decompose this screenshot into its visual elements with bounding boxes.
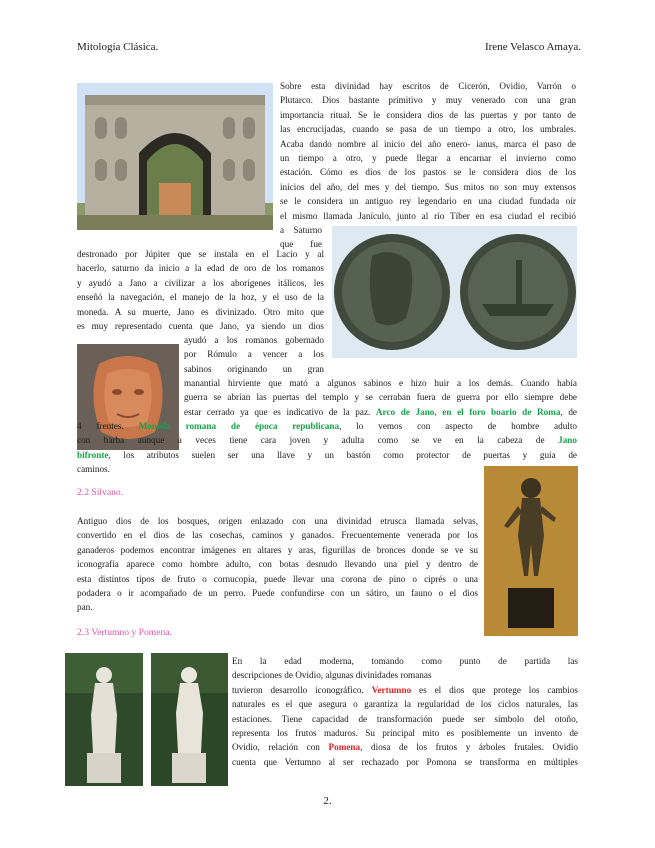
vertumno-name: Vertumno	[371, 684, 412, 695]
janus-caption-2: bifronte	[77, 449, 109, 460]
text-line: las encrucijadas, cuando se pasa de un tiempo a otro, los umbrales.	[280, 124, 576, 135]
text-line: bifronte, los atributos suelen ser una llave y un bastón como protector de puertas y guía de	[77, 449, 577, 460]
text-line: enseñó la navegación, el manejo de la hoz, y el uso de la	[77, 292, 324, 303]
text-line: destronado por Júpiter que se instala en el Lacio y al	[77, 249, 324, 259]
header-right: Irene Velasco Amaya.	[484, 41, 581, 53]
text-line: podadera o ir acompañado de un perro. Puede confundirse con un sátiro, un fauno o el dios	[77, 588, 478, 599]
roman-coin-photo	[332, 226, 577, 358]
text-line: a Saturno	[280, 225, 322, 235]
text-line: guerra se abrían las puertas del templo y se cerraban fuera de guerra por ello siempre debe	[184, 392, 577, 403]
pomona-statue-photo	[151, 653, 228, 786]
text-line: es muy representado cuenta que Jano, ya siendo un dios	[77, 321, 324, 332]
text-line: Acaba dando nombre al inicio del año enero- ianus, marca el paso de	[280, 138, 576, 149]
text-line: que fue	[280, 239, 322, 250]
jano-paragraph-3	[77, 247, 324, 333]
vertumno-paragraph	[232, 654, 578, 769]
text-line: un tiempo a otro, y puede llegar a encarnar el invierno como	[280, 153, 576, 164]
text-line: manantial hirviente que mató a algunos sabinos e hizo huir a los demás. Cuando había	[184, 378, 577, 388]
text-line: descripciones de Ovidio, algunas divinidades romanas	[232, 670, 432, 681]
text-line: estación. Cómo es dios de los pastos se le considera dios de los	[280, 167, 576, 178]
text-line: esta distintos tipos de fruto o cornucopia, puede llevar una corona de pino o ciprés o una	[77, 573, 478, 584]
header-left: Mitología Clásica.	[77, 41, 159, 53]
arch-of-janus-photo	[77, 83, 273, 230]
text-line: con barba aunque a veces tiene cara joven y adulta como se ve en la cabeza de Jano	[77, 435, 578, 446]
text-line: el mismo llamada Janículo, junto al río Tíber en esa ciudad el recibió	[280, 210, 576, 221]
text-line: hacerlo, saturno da inicio a la edad de oro de los romanos	[77, 263, 324, 274]
janus-caption: Jano	[558, 435, 578, 446]
text-line: representa los frutos maduros. Su principal mito es posiblemente un invento de	[232, 728, 578, 739]
text-line: estar cerrado ya que es indicativo de la paz. Arco de Jano, en el foro boario de Roma, de	[184, 406, 577, 417]
page-number: 2.	[323, 795, 332, 807]
text-line: caminos.	[77, 464, 110, 475]
text-line: iconografía aparece como hombre adulto, con botas desnudo llevando una piel y dentro de	[77, 559, 478, 570]
text-line: por Rómulo a vencer a los	[184, 349, 324, 360]
text-line: inicios del año, del mes y del tiempo. Sus mitos no son muy extensos	[280, 181, 576, 192]
silvano-bronze-photo	[484, 466, 578, 636]
section-heading-silvano: 2.2 Silvano.	[77, 487, 124, 498]
jano-paragraph-4	[184, 333, 324, 376]
text-line: Ovidio, relación con Pomena, diosa de los frutos y árboles frutales. Ovidio	[232, 742, 579, 753]
arch-caption: Arco de Jano, en el foro boario de Roma	[375, 406, 561, 417]
vertumno-statue-photo	[65, 653, 143, 786]
text-line: cuenta que Vertumno al ser rechazado por Pomona se transforma en múltiples	[232, 756, 578, 767]
text-line: sabinos originando un gran	[184, 363, 324, 374]
jano-paragraph-1	[280, 79, 576, 223]
text-line: se le considera un antiguo rey legendario en una ciudad fundada oír	[280, 196, 576, 207]
text-line: moneda. A su muerte, Jano es divinizado. Otro mito que	[77, 306, 324, 317]
text-line: tuvieron desarrollo iconográfico. Vertumno es el dios que protege los cambios	[232, 684, 579, 695]
text-line: Plutarco. Dios bastante primitivo y muy venerado con una gran	[280, 95, 576, 106]
text-line: importancia ritual. Se le considera dios de las puertas y por tanto de	[280, 109, 576, 120]
text-line: En la edad moderna, tomando como punto de partida las	[232, 656, 578, 666]
silvano-paragraph	[77, 514, 478, 615]
text-line: ayudó a los romanos gobernado	[184, 335, 324, 345]
pomena-name: Pomena	[328, 742, 361, 753]
text-line: 4 frentes. Moneda romana de época republicana, lo vemos con aspecto de hombre adulto	[77, 421, 577, 431]
text-line: Antiguo dios de los bosques, origen enlazado con una divinidad etrusca llamada selvas,	[77, 516, 478, 526]
text-line: naturales es el que asegura o garantiza la regularidad de los ciclos naturales, las	[232, 699, 578, 710]
text-line: y ayudó a Jano a civilizar a los aborígenes itálicos, les	[77, 277, 324, 288]
text-line: ganaderos podemos encontrar imágenes en altares y aras, figurillas de bronces donde se ve su	[77, 544, 478, 555]
section-heading-vertumno: 2.3 Vertumno y Pomena.	[77, 627, 172, 638]
text-line: convertido en el dios de las cosechas, caminos y ganados. Frecuentemente venerada por los	[77, 530, 478, 541]
text-line: pan.	[77, 602, 93, 613]
jano-paragraph-5	[184, 376, 577, 419]
text-line: estaciones. Tiene capacidad de transformación puede ser símbolo del otoño,	[232, 713, 578, 724]
text-line: Sobre esta divinidad hay escritos de Cicerón, Ovidio, Varrón o	[280, 81, 576, 91]
coin-caption: Moneda romana de época republicana	[138, 421, 340, 431]
